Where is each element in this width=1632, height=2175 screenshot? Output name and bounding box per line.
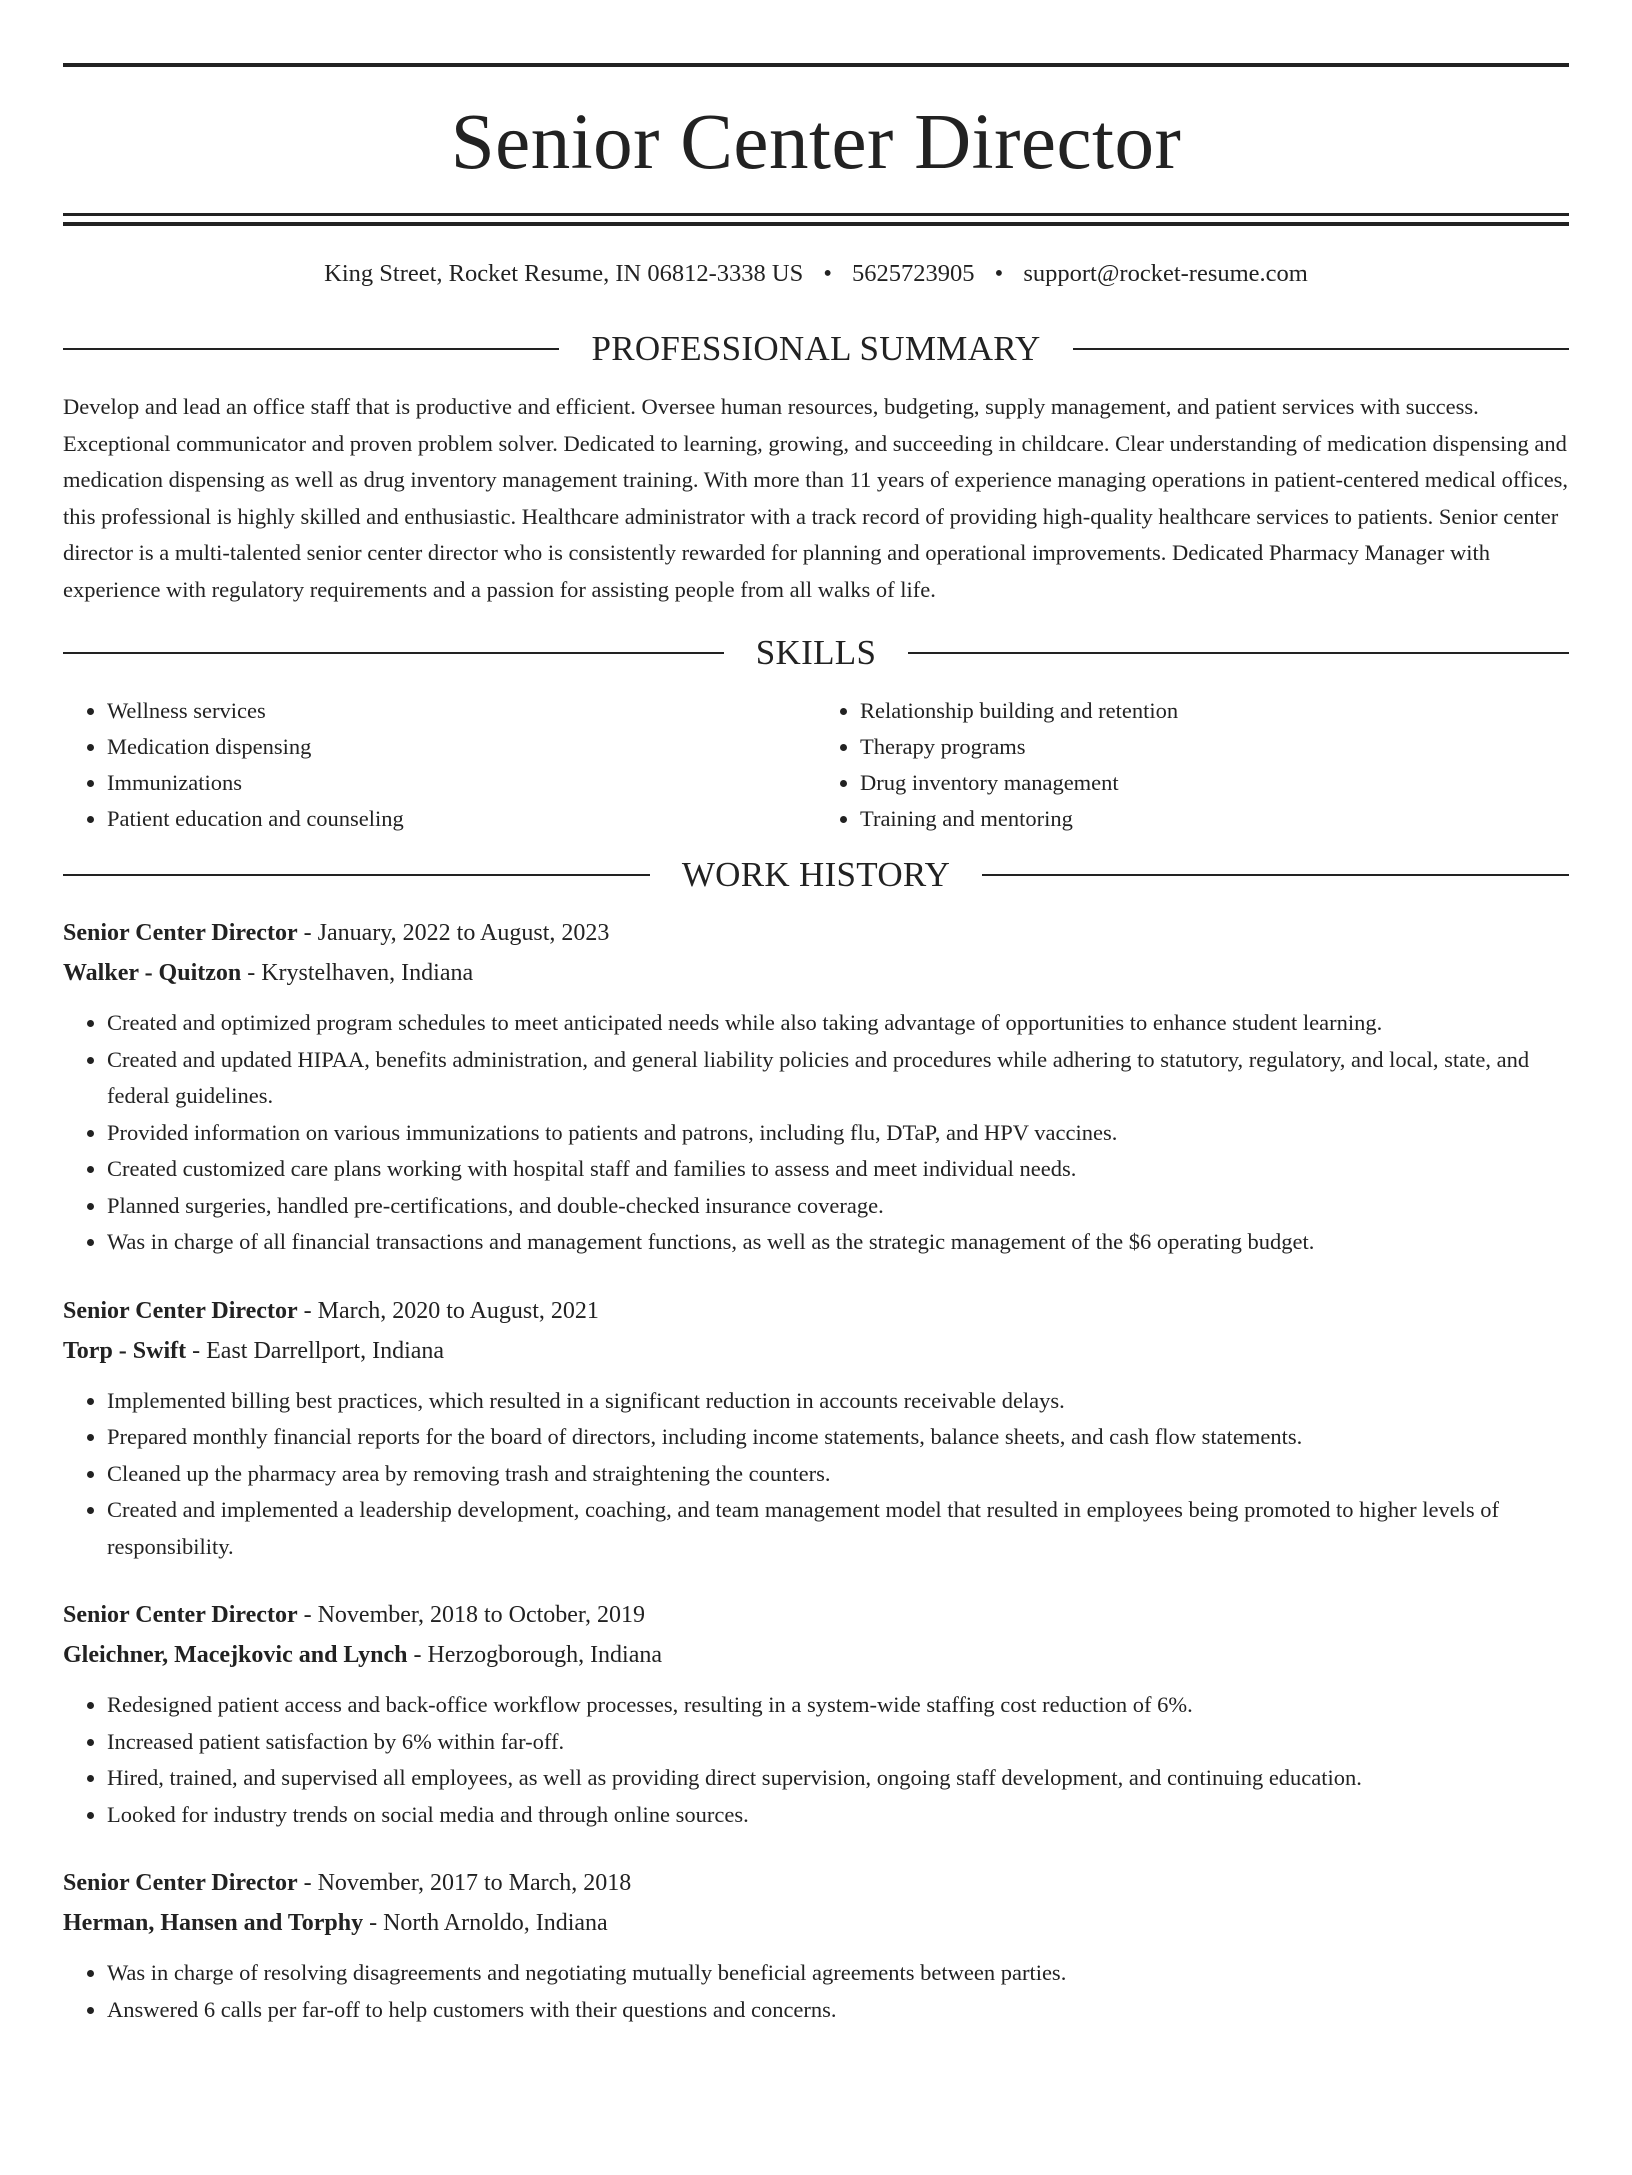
- job-bullet: • Created and implemented a leadership development, coaching, and team management model that resulted in employees being promoted to higher levels of responsibility.: [107, 1492, 1569, 1565]
- job-location: - Krystelhaven, Indiana: [241, 960, 474, 986]
- job-title-row: [63, 1863, 1569, 1903]
- section-divider: [908, 652, 1569, 654]
- contact-address: King Street, Rocket Resume, IN 06812-3338 US: [324, 260, 804, 287]
- job-bullet: • Answered 6 calls per far-off to help customers with their questions and concerns.: [107, 1992, 1569, 2029]
- job-company-row: [63, 1635, 1569, 1675]
- job-location: - East Darrellport, Indiana: [186, 1337, 445, 1364]
- job-title-row: [63, 913, 1569, 953]
- resume-page: [0, 63, 1632, 2175]
- job-title-row: [63, 1595, 1569, 1635]
- summary-text: Develop and lead an office staff that is productive and efficient. Oversee human resources, budgeting, supply management, and patient services with success. Exceptional communicator and proven problem solver. Dedicated to learning, growing, and succeeding in childcare. Clear understanding of medication dispensing and medication dispensing as well as drug inventory management training. With more than 11 years of experience managing operations in patient-centered medical offices, this professional is highly skilled and enthusiastic. Healthcare administrator with a track record of providing high-quality healthcare services to patients. Senior center director is a multi-talented senior center director who is consistently rewarded for planning and operational improvements. Dedicated Pharmacy Manager with experience with regulatory requirements and a passion for assisting people from all walks of life.: [63, 394, 1569, 602]
- job-dates: - March, 2020 to August, 2021: [297, 1297, 599, 1324]
- section-divider: [1073, 348, 1569, 350]
- job-bullet: • Implemented billing best practices, which resulted in a significant reduction in accounts receivable delays.: [107, 1383, 1569, 1420]
- job-bullet: • Provided information on various immunizations to patients and patrons, including flu, DTaP, and HPV vaccines.: [107, 1115, 1569, 1152]
- job-bullet: • Cleaned up the pharmacy area by removing trash and straightening the counters.: [107, 1456, 1569, 1493]
- skills-section-header: [63, 635, 1569, 671]
- job-entry: [63, 1291, 1569, 1566]
- contact-email: support@rocket-resume.com: [1023, 260, 1308, 287]
- job-company: Torp - Swift: [63, 1337, 187, 1364]
- job-bullet: • Looked for industry trends on social media and through online sources.: [107, 1797, 1569, 1834]
- job-location: - North Arnoldo, Indiana: [363, 1910, 608, 1936]
- job-bullets: [63, 1687, 1569, 1833]
- job-entry: [63, 1595, 1569, 1833]
- skill-item: • Relationship building and retention: [860, 693, 1569, 729]
- header-top-rule: [63, 63, 1569, 67]
- job-bullets: [63, 1005, 1569, 1261]
- job-bullets: [63, 1383, 1569, 1566]
- section-divider: [63, 874, 650, 876]
- contact-separator: •: [994, 260, 1004, 287]
- job-role: Senior Center Director: [63, 1297, 298, 1324]
- work-section-header: [63, 857, 1569, 893]
- section-divider: [63, 348, 559, 350]
- resume-title: Senior Center Director: [450, 99, 1182, 186]
- skill-item: • Wellness services: [107, 693, 816, 729]
- skill-item: • Immunizations: [107, 765, 816, 801]
- job-role: Senior Center Director: [63, 920, 298, 946]
- job-company: Walker - Quitzon: [63, 960, 242, 986]
- job-entry: [63, 913, 1569, 1261]
- section-divider: [982, 874, 1569, 876]
- job-bullet: • Created and updated HIPAA, benefits administration, and general liability policies and procedures while adhering to statutory, regulatory, and local, state, and federal guidelines.: [107, 1042, 1569, 1115]
- job-bullet: • Was in charge of resolving disagreements and negotiating mutually beneficial agreements between parties.: [107, 1955, 1569, 1992]
- job-bullet: • Prepared monthly financial reports for the board of directors, including income statements, balance sheets, and cash flow statements.: [107, 1419, 1569, 1456]
- job-dates: - January, 2022 to August, 2023: [297, 920, 610, 946]
- job-role: Senior Center Director: [63, 1602, 298, 1628]
- job-location: - Herzogborough, Indiana: [407, 1642, 663, 1668]
- job-title-row: [63, 1291, 1569, 1331]
- job-role: Senior Center Director: [63, 1870, 298, 1896]
- job-company: Gleichner, Macejkovic and Lynch: [63, 1642, 408, 1668]
- job-bullet: • Hired, trained, and supervised all employees, as well as providing direct supervision, ongoing staff development, and continuing education.: [107, 1760, 1569, 1797]
- job-dates: - November, 2018 to October, 2019: [297, 1602, 645, 1628]
- job-company-row: [63, 953, 1569, 993]
- job-bullets: [63, 1955, 1569, 2028]
- job-company: Herman, Hansen and Torphy: [63, 1910, 364, 1936]
- job-bullet: • Planned surgeries, handled pre-certifications, and double-checked insurance coverage.: [107, 1188, 1569, 1225]
- job-bullet: • Created and optimized program schedules to meet anticipated needs while also taking advantage of opportunities to enhance student learning.: [107, 1005, 1569, 1042]
- job-entry: [63, 1863, 1569, 2028]
- skill-item: • Training and mentoring: [860, 801, 1569, 837]
- contact-separator: •: [823, 260, 832, 287]
- skills-column-left: [63, 693, 816, 837]
- job-company-row: [63, 1331, 1569, 1371]
- job-bullet: • Was in charge of all financial transactions and management functions, as well as the strategic management of the $6 operating budget.: [107, 1224, 1569, 1261]
- contact-line: [63, 259, 1569, 289]
- skill-item: • Drug inventory management: [860, 765, 1569, 801]
- job-company-row: [63, 1903, 1569, 1943]
- skills-list: [63, 693, 1569, 837]
- job-bullet: • Created customized care plans working with hospital staff and families to assess and meet individual needs.: [107, 1151, 1569, 1188]
- job-dates: - November, 2017 to March, 2018: [297, 1870, 632, 1896]
- section-divider: [63, 652, 724, 654]
- skill-item: • Patient education and counseling: [107, 801, 816, 837]
- work-history-list: [63, 913, 1569, 2028]
- contact-phone: 5625723905: [852, 260, 975, 287]
- skills-column-right: [816, 693, 1569, 837]
- summary-section-header: [63, 331, 1569, 367]
- job-bullet: • Redesigned patient access and back-office workflow processes, resulting in a system-wide staffing cost reduction of 6%.: [107, 1687, 1569, 1724]
- skill-item: • Medication dispensing: [107, 729, 816, 765]
- work-heading: WORK HISTORY: [681, 855, 951, 894]
- job-bullet: • Increased patient satisfaction by 6% within far-off.: [107, 1724, 1569, 1761]
- skills-heading: SKILLS: [755, 633, 877, 672]
- skill-item: • Therapy programs: [860, 729, 1569, 765]
- summary-heading: PROFESSIONAL SUMMARY: [591, 329, 1041, 368]
- header-double-rule: [63, 213, 1569, 226]
